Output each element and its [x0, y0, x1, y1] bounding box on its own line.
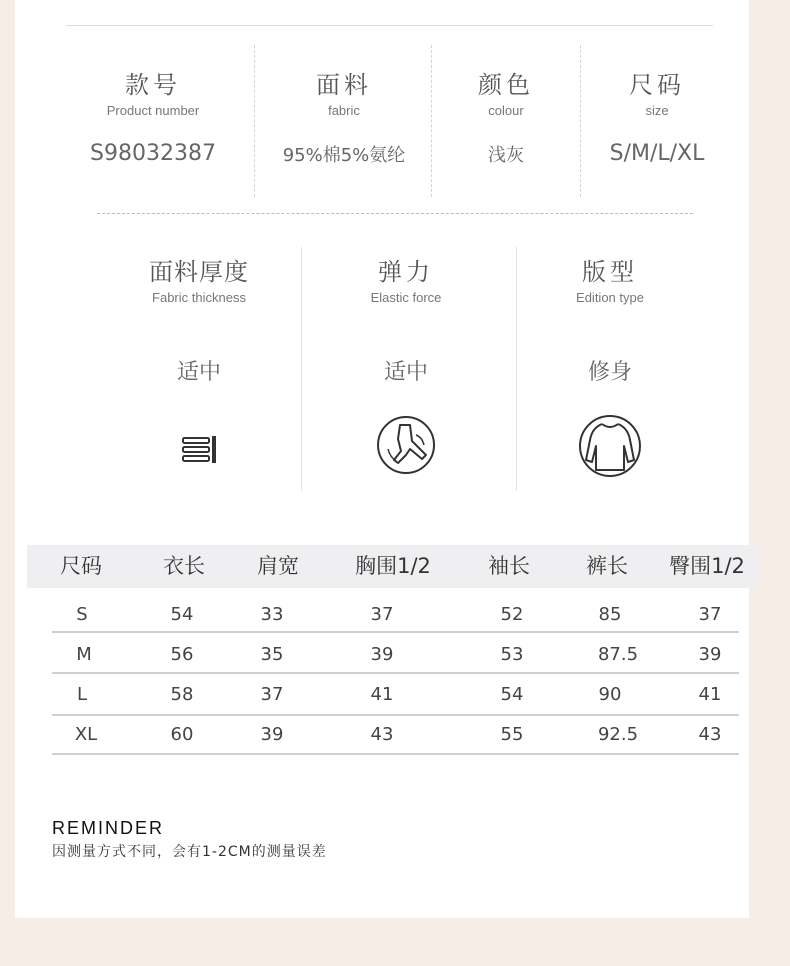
size-table-cell: 37 [260, 684, 284, 705]
size-table-header-cell: 肩宽 [257, 554, 299, 578]
spec-label-en: size [645, 103, 669, 118]
spec-label-cn: 面料 [316, 71, 372, 99]
spec-label-en: fabric [328, 103, 360, 118]
spec-value: 95%棉5%氨纶 [282, 145, 406, 166]
spec-label-cn: 尺码 [629, 71, 685, 99]
feature-edition-type [530, 257, 690, 387]
size-table-cell: 85 [598, 604, 622, 625]
size-table-header-cell: 臀围1/2 [669, 554, 745, 578]
size-table-cell: 41 [698, 684, 722, 705]
feature-label-en: Fabric thickness [152, 290, 246, 305]
spec-label-cn: 款号 [125, 71, 181, 99]
feature-value: 适中 [176, 360, 221, 385]
size-table-cell: M [76, 644, 92, 665]
feature-fabric-thickness [120, 257, 278, 387]
size-table-cell: 43 [698, 724, 722, 745]
size-table-cell: 54 [170, 604, 194, 625]
feature-label-en: Edition type [576, 290, 644, 305]
size-table-cell: XL [74, 724, 98, 745]
feature-label-cn: 弹力 [378, 258, 434, 286]
size-table-cell: 33 [260, 604, 284, 625]
spec-value: S/M/L/XL [609, 141, 705, 166]
size-table-cell: 37 [370, 604, 394, 625]
size-table-cell: 43 [370, 724, 394, 745]
spec-value: 浅灰 [488, 145, 524, 166]
size-table-cell: 35 [260, 644, 284, 665]
spec-separator [254, 45, 255, 197]
feature-label-cn: 版型 [582, 258, 638, 286]
spec-label-en: Product number [106, 103, 200, 118]
feature-label-cn: 面料厚度 [149, 258, 249, 286]
fabric-thickness-icon [181, 434, 219, 471]
dashed-divider [97, 213, 693, 214]
feature-label-en: Elastic force [370, 290, 442, 305]
reminder-text: 因测量方式不同，会有1-2CM的测量误差 [52, 844, 327, 860]
spec-value: S98032387 [90, 141, 216, 166]
feature-separator [301, 247, 302, 491]
size-table-cell: S [76, 604, 88, 625]
spec-colour [446, 70, 566, 170]
table-row-divider [52, 753, 739, 755]
size-table-cell: 41 [370, 684, 394, 705]
size-table-cell: 55 [500, 724, 524, 745]
spec-product-number [80, 70, 226, 168]
slim-fit-top-icon [578, 414, 642, 483]
size-table-header-cell: 裤长 [586, 554, 628, 578]
spec-size [600, 70, 714, 168]
size-table-header-cell: 尺码 [60, 554, 102, 578]
size-table-cell: 39 [370, 644, 394, 665]
size-table-cell: 54 [500, 684, 524, 705]
table-row-divider [52, 672, 739, 674]
size-table-cell: 90 [598, 684, 622, 705]
feature-value: 适中 [383, 360, 428, 385]
spec-separator [431, 45, 432, 197]
table-row-divider [52, 714, 739, 716]
reminder-title: REMINDER [52, 818, 165, 838]
size-table-header-cell: 衣长 [163, 554, 205, 578]
spec-label-cn: 颜色 [478, 71, 534, 99]
size-table-cell: 52 [500, 604, 524, 625]
feature-separator [516, 247, 517, 491]
size-table-cell: 39 [698, 644, 722, 665]
size-table-cell: 37 [698, 604, 722, 625]
size-table-header-cell: 袖长 [488, 554, 530, 578]
elastic-leg-icon [376, 415, 436, 480]
size-table-header-cell: 胸围1/2 [355, 554, 431, 578]
table-row-divider [52, 631, 739, 633]
size-table-cell: 53 [500, 644, 524, 665]
spec-label-en: colour [488, 103, 524, 118]
size-table-cell: 58 [170, 684, 194, 705]
feature-elastic-force [326, 257, 486, 387]
size-table-cell: L [76, 684, 88, 705]
size-table-cell: 92.5 [597, 724, 639, 745]
spec-separator [580, 45, 581, 197]
top-divider [66, 25, 713, 26]
size-table-cell: 87.5 [597, 644, 639, 665]
size-table-cell: 39 [260, 724, 284, 745]
size-table-cell: 60 [170, 724, 194, 745]
spec-fabric [268, 70, 420, 170]
size-table-cell: 56 [170, 644, 194, 665]
feature-value: 修身 [587, 360, 632, 385]
